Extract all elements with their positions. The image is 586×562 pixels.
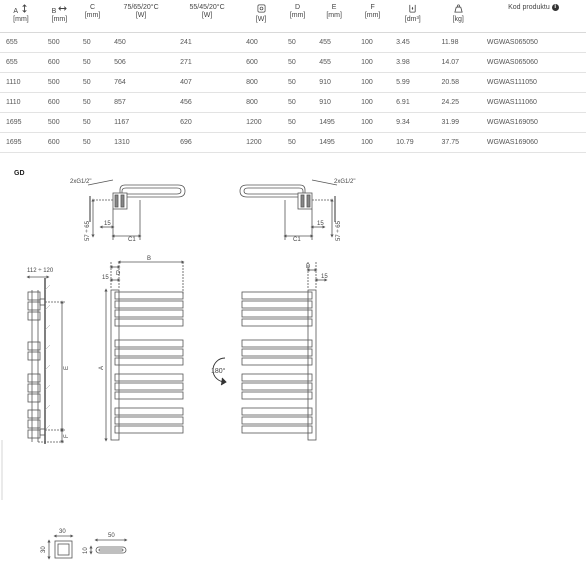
dim-15-front: 15 bbox=[102, 275, 109, 281]
profile-10-height: 10 bbox=[83, 547, 89, 554]
towel-bar bbox=[115, 383, 183, 390]
table-cell: 456 bbox=[174, 93, 240, 113]
side-view bbox=[28, 277, 65, 444]
weight-icon bbox=[454, 4, 463, 13]
table-cell: 3.45 bbox=[390, 33, 435, 53]
table-cell: 50 bbox=[77, 113, 108, 133]
table-cell: 100 bbox=[355, 113, 390, 133]
vertical-arrows-icon bbox=[20, 4, 29, 13]
table-cell: WGWAS065060 bbox=[481, 53, 586, 73]
table-cell: 1200 bbox=[240, 133, 282, 153]
table-cell: WGWAS111050 bbox=[481, 73, 586, 93]
profile-square bbox=[49, 536, 72, 558]
table-row bbox=[0, 113, 586, 133]
table-cell: 50 bbox=[282, 113, 313, 133]
table-cell: 50 bbox=[282, 133, 313, 153]
top-view-right bbox=[240, 180, 337, 240]
towel-bar bbox=[242, 292, 312, 299]
table-cell: 506 bbox=[108, 53, 174, 73]
table-cell: WGWAS169060 bbox=[481, 133, 586, 153]
towel-bar bbox=[115, 392, 183, 399]
dim-d-front: D bbox=[116, 271, 121, 277]
table-cell: 50 bbox=[77, 93, 108, 113]
table-cell: 20.58 bbox=[435, 73, 480, 93]
table-row bbox=[0, 33, 586, 53]
towel-bar bbox=[115, 426, 183, 433]
dim-15-front-right: 15 bbox=[321, 274, 328, 280]
table-cell: 50 bbox=[77, 73, 108, 93]
table-cell: 1167 bbox=[108, 113, 174, 133]
table-cell: 910 bbox=[313, 93, 355, 113]
header-b: B [mm] bbox=[42, 0, 77, 33]
towel-bar bbox=[242, 340, 312, 347]
rotation-label: 180° bbox=[211, 368, 226, 375]
towel-bar bbox=[115, 358, 183, 365]
table-cell: 620 bbox=[174, 113, 240, 133]
table-cell: 50 bbox=[282, 53, 313, 73]
towel-bar bbox=[242, 310, 312, 317]
towel-bar bbox=[115, 408, 183, 415]
table-cell: 14.07 bbox=[435, 53, 480, 73]
table-cell: 800 bbox=[240, 93, 282, 113]
specification-table bbox=[0, 0, 586, 153]
header-output-55: 55/45/20°C [W] bbox=[174, 0, 240, 33]
profile-50-width: 50 bbox=[108, 533, 115, 539]
table-cell: 600 bbox=[42, 53, 77, 73]
table-cell: 455 bbox=[313, 53, 355, 73]
table-cell: 600 bbox=[42, 133, 77, 153]
dim-c1-right: C1 bbox=[293, 237, 301, 243]
table-cell: WGWAS169050 bbox=[481, 113, 586, 133]
table-cell: 100 bbox=[355, 93, 390, 113]
dim-a-front: A bbox=[99, 365, 105, 370]
table-cell: 455 bbox=[313, 33, 355, 53]
towel-bar bbox=[115, 301, 183, 308]
table-cell: 50 bbox=[77, 53, 108, 73]
table-cell: 50 bbox=[282, 73, 313, 93]
table-cell: 31.99 bbox=[435, 113, 480, 133]
table-cell: 50 bbox=[282, 33, 313, 53]
horizontal-arrows-icon bbox=[58, 4, 67, 13]
table-cell: 450 bbox=[108, 33, 174, 53]
towel-bar bbox=[242, 349, 312, 356]
towel-bar bbox=[115, 374, 183, 381]
dim-f-side: F bbox=[64, 434, 70, 438]
table-row bbox=[0, 73, 586, 93]
towel-bar bbox=[242, 417, 312, 424]
dim-b-front: B bbox=[147, 256, 152, 262]
table-cell: 500 bbox=[42, 113, 77, 133]
section-label: GD bbox=[14, 170, 25, 177]
table-cell: 655 bbox=[0, 53, 42, 73]
towel-bar bbox=[242, 383, 312, 390]
table-cell: 50 bbox=[282, 93, 313, 113]
table-row bbox=[0, 93, 586, 113]
header-e: E [mm] bbox=[313, 0, 355, 33]
table-cell: 3.98 bbox=[390, 53, 435, 73]
table-cell: 857 bbox=[108, 93, 174, 113]
dim-15-left: 15 bbox=[104, 221, 111, 227]
electric-heater-icon bbox=[257, 4, 266, 13]
table-cell: WGWAS111060 bbox=[481, 93, 586, 113]
dim-112-120: 112 ÷ 120 bbox=[27, 268, 54, 274]
table-row bbox=[0, 53, 586, 73]
table-cell: 1695 bbox=[0, 113, 42, 133]
towel-bar bbox=[115, 417, 183, 424]
towel-bar bbox=[242, 358, 312, 365]
table-cell: 655 bbox=[0, 33, 42, 53]
towel-bar bbox=[242, 319, 312, 326]
table-cell: 50 bbox=[77, 133, 108, 153]
connector-label-left: 2xG1/2" bbox=[70, 179, 92, 185]
towel-bar bbox=[242, 374, 312, 381]
table-cell: 500 bbox=[42, 73, 77, 93]
profile-flat bbox=[91, 540, 126, 553]
profile-30-height: 30 bbox=[41, 546, 47, 553]
table-cell: 271 bbox=[174, 53, 240, 73]
table-cell: 500 bbox=[42, 33, 77, 53]
table-cell: 600 bbox=[42, 93, 77, 113]
header-water-volume: [dm³] bbox=[390, 0, 435, 33]
table-cell: 5.99 bbox=[390, 73, 435, 93]
header-product-code: Kod produktu i bbox=[481, 0, 586, 33]
front-view-right bbox=[242, 262, 326, 440]
table-cell: 9.34 bbox=[390, 113, 435, 133]
towel-bar bbox=[115, 349, 183, 356]
table-cell: 400 bbox=[240, 33, 282, 53]
table-cell: 6.91 bbox=[390, 93, 435, 113]
table-header-row bbox=[0, 0, 586, 33]
header-f: F [mm] bbox=[355, 0, 390, 33]
table-cell: 24.25 bbox=[435, 93, 480, 113]
table-cell: 100 bbox=[355, 53, 390, 73]
dim-57-65-left: 57 ÷ 65 bbox=[85, 221, 91, 241]
header-electric-power: [W] bbox=[240, 0, 282, 33]
table-cell: 1495 bbox=[313, 113, 355, 133]
towel-bar bbox=[242, 392, 312, 399]
table-cell: 100 bbox=[355, 73, 390, 93]
towel-bar bbox=[115, 310, 183, 317]
towel-bar bbox=[115, 319, 183, 326]
water-volume-icon bbox=[408, 4, 417, 13]
dim-57-65-right: 57 ÷ 65 bbox=[336, 221, 342, 241]
table-cell: 100 bbox=[355, 133, 390, 153]
table-cell: 407 bbox=[174, 73, 240, 93]
header-weight: [kg] bbox=[435, 0, 480, 33]
top-view-left bbox=[88, 180, 185, 240]
front-view-left bbox=[106, 262, 183, 440]
table-cell: 1110 bbox=[0, 93, 42, 113]
table-cell: 37.75 bbox=[435, 133, 480, 153]
header-output-75: 75/65/20°C [W] bbox=[108, 0, 174, 33]
towel-bar bbox=[115, 292, 183, 299]
header-c: C [mm] bbox=[77, 0, 108, 33]
table-cell: 50 bbox=[77, 33, 108, 53]
table-cell: 1495 bbox=[313, 133, 355, 153]
table-cell: 11.98 bbox=[435, 33, 480, 53]
header-d: D [mm] bbox=[282, 0, 313, 33]
table-cell: 696 bbox=[174, 133, 240, 153]
table-cell: 910 bbox=[313, 73, 355, 93]
table-cell: 1110 bbox=[0, 73, 42, 93]
table-cell: 100 bbox=[355, 33, 390, 53]
table-cell: 800 bbox=[240, 73, 282, 93]
profile-30-width: 30 bbox=[59, 529, 66, 535]
towel-bar bbox=[115, 340, 183, 347]
table-cell: 1200 bbox=[240, 113, 282, 133]
table-cell: 241 bbox=[174, 33, 240, 53]
technical-drawing bbox=[0, 160, 586, 562]
table-cell: 764 bbox=[108, 73, 174, 93]
header-a: A [mm] bbox=[0, 0, 42, 33]
dim-c1-left: C1 bbox=[128, 237, 136, 243]
table-cell: 1310 bbox=[108, 133, 174, 153]
table-cell: 600 bbox=[240, 53, 282, 73]
table-cell: 10.79 bbox=[390, 133, 435, 153]
connector-label-right: 2xG1/2" bbox=[334, 179, 356, 185]
dim-15-right: 15 bbox=[317, 221, 324, 227]
table-cell: 1695 bbox=[0, 133, 42, 153]
towel-bar bbox=[242, 408, 312, 415]
table-cell: WGWAS065050 bbox=[481, 33, 586, 53]
towel-bar bbox=[242, 426, 312, 433]
dim-d-front-right: D bbox=[306, 264, 311, 270]
table-row bbox=[0, 133, 586, 153]
info-icon[interactable]: i bbox=[552, 4, 559, 11]
towel-bar bbox=[242, 301, 312, 308]
dim-e-side: E bbox=[64, 365, 70, 370]
